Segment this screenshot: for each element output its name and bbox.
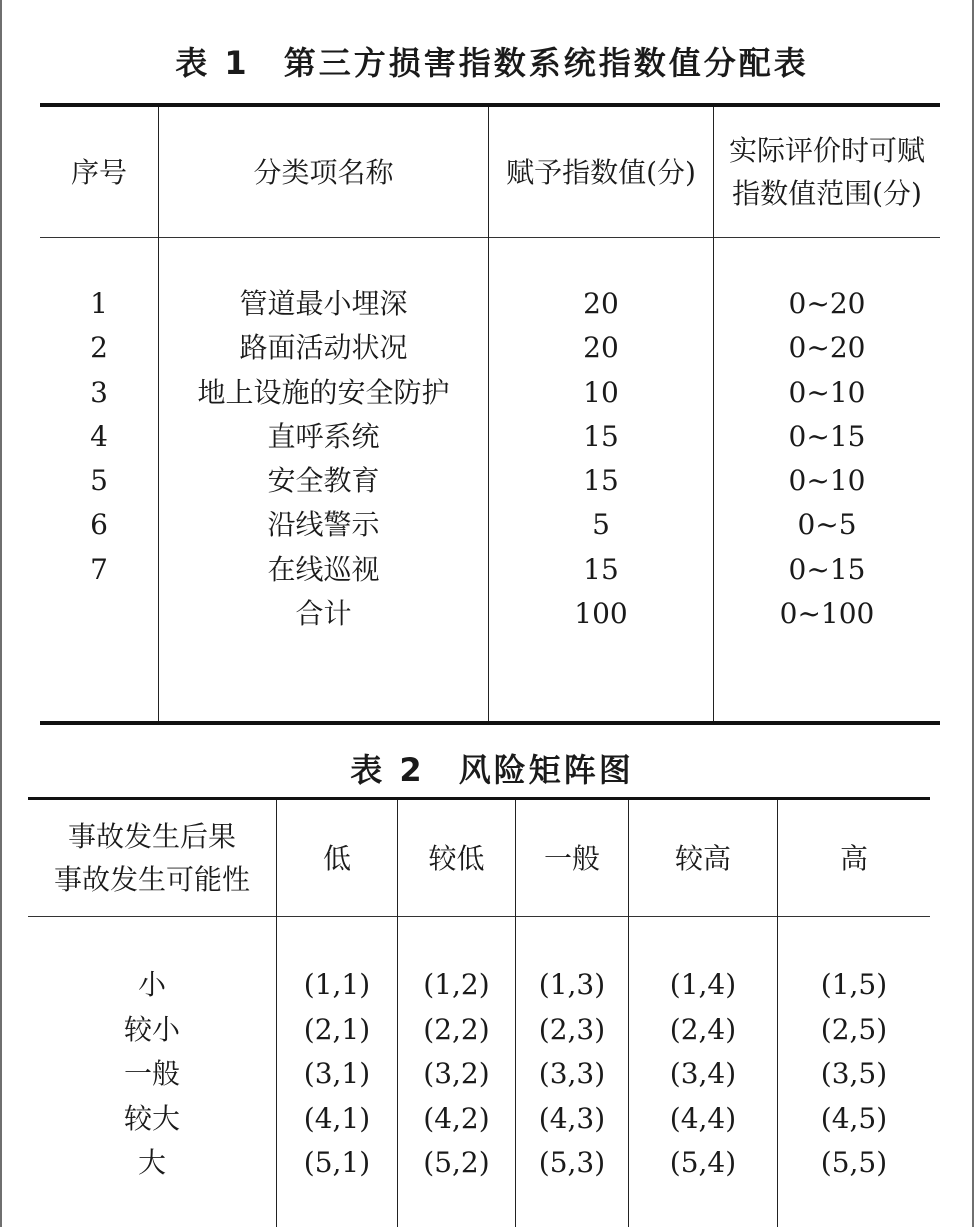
table1-cell-name: 管道最小埋深: [239, 287, 408, 320]
table2-row-label: 较小: [123, 1012, 180, 1046]
table1-cell-assigned: 15: [583, 552, 619, 586]
table1-cell-name: 地上设施的安全防护: [197, 375, 450, 409]
table1-header-rule: [40, 237, 940, 238]
table1-cell-name: 安全教育: [267, 464, 380, 498]
table1-total-label: 合计: [295, 597, 352, 631]
table1-cell-index: 3: [90, 375, 108, 409]
table1-header-range: [714, 107, 940, 237]
table1-bottom-rule: [40, 721, 940, 725]
table1-cell-range: 0~10: [788, 464, 866, 498]
table1-header-assigned: 赋予指数值(分): [506, 155, 696, 189]
table2-header-rule: [28, 916, 930, 917]
table1-cell-name: 路面活动状况: [239, 331, 408, 365]
table1-header-range-line2: 指数值范围(分): [732, 177, 922, 210]
table2-cell: (2,1): [303, 1012, 371, 1046]
table2-cell: (1,1): [303, 968, 371, 1001]
table1-cell-assigned: 15: [583, 419, 619, 453]
table2-row-label: 较大: [123, 1101, 180, 1135]
table1-title-text: 第三方损害指数系统指数值分配表: [283, 44, 809, 82]
table1-header-index: 序号: [70, 155, 127, 189]
table1-cell-index: 2: [90, 331, 108, 365]
table1-total-assigned: 100: [574, 597, 628, 631]
table1-header-range-line1: 实际评价时可赋: [728, 134, 925, 167]
table2-col-header: 高: [839, 841, 868, 875]
table1-cell-name: 沿线警示: [267, 508, 380, 542]
table1-cell-index: 4: [90, 419, 108, 453]
table2-column: [516, 963, 628, 1186]
table1-cell-assigned: 20: [583, 287, 619, 320]
table2-cell: (4,5): [820, 1101, 888, 1135]
table2-cell: (3,2): [423, 1057, 490, 1090]
table2-cell: (4,1): [303, 1101, 371, 1135]
table1-cell-assigned: 10: [583, 375, 619, 409]
table2-corner-consequence: 事故发生后果: [67, 820, 236, 853]
table2-cell: (3,5): [820, 1057, 888, 1090]
table1-column-range: [714, 282, 940, 636]
table2-col-header: 较高: [674, 841, 731, 875]
table2-cell: (1,4): [669, 968, 737, 1001]
table2-corner-header: [28, 800, 276, 916]
table2-title-text: 风险矩阵图: [458, 751, 634, 789]
table2-cell: (5,2): [423, 1146, 490, 1179]
table1-cell-assigned: 20: [583, 331, 619, 365]
table1-header-name: 分类项名称: [253, 155, 394, 189]
table2-number: 表 2: [350, 751, 425, 789]
table2-cell: (1,3): [538, 968, 606, 1001]
table2-col-header: 较低: [428, 841, 485, 875]
table1-cell-index: 7: [90, 552, 108, 586]
table2-cell: (4,3): [538, 1101, 606, 1135]
table1-cell-range: 0~15: [788, 419, 866, 453]
table2-cell: (2,4): [669, 1012, 737, 1046]
table1-cell-assigned: 5: [592, 508, 610, 542]
table2-cell: (1,5): [820, 968, 888, 1001]
table2-cell: (2,2): [423, 1012, 490, 1046]
table2-column: [778, 963, 930, 1186]
table2-cell: (3,4): [669, 1057, 737, 1090]
table1-cell-index: 5: [90, 464, 108, 498]
table1-total-range: 0~100: [779, 597, 875, 631]
table2-cell: (4,2): [423, 1101, 490, 1135]
table2-column-likelihood: [28, 963, 276, 1186]
table2-column: [398, 963, 515, 1186]
table1-cell-index: 6: [90, 508, 108, 542]
table2-cell: (5,3): [538, 1146, 606, 1179]
table2-row-label: 小: [137, 968, 166, 1001]
table2-corner-likelihood: 事故发生可能性: [53, 863, 250, 896]
table1-cell-range: 0~15: [788, 552, 866, 586]
table2-col-header: 一般: [543, 841, 600, 875]
table2-cell: (3,3): [538, 1057, 606, 1090]
table1-column-name: [159, 282, 488, 636]
table2-cell: (5,1): [303, 1146, 371, 1179]
table1-cell-index-blank: [40, 592, 158, 636]
table2-cell: (3,1): [303, 1057, 371, 1090]
table1-cell-range: 0~10: [788, 375, 866, 409]
table2-col-header: 低: [322, 841, 351, 875]
table2-column: [629, 963, 777, 1186]
table2-cell: (1,2): [423, 968, 490, 1001]
page-border-left: [0, 0, 2, 1227]
table1-column-index: [40, 282, 158, 636]
table2-cell: (5,5): [820, 1146, 888, 1179]
table1-title: [0, 38, 974, 84]
table2-cell: (2,5): [820, 1012, 888, 1046]
table2-cell: (2,3): [538, 1012, 606, 1046]
table1-cell-range: 0~20: [788, 331, 866, 365]
table1-number: 表 1: [175, 44, 250, 82]
table1-column-assigned: [489, 282, 713, 636]
table2-row-label: 大: [137, 1146, 166, 1179]
table1-cell-range: 0~5: [797, 508, 857, 542]
table2-cell: (5,4): [669, 1146, 737, 1179]
table2-cell: (4,4): [669, 1101, 737, 1135]
table1-cell-name: 直呼系统: [267, 419, 380, 453]
table2-column: [277, 963, 397, 1186]
table1-cell-index: 1: [90, 287, 108, 320]
table1-cell-range: 0~20: [788, 287, 866, 320]
table2-row-label: 一般: [123, 1057, 180, 1090]
table1-cell-assigned: 15: [583, 464, 619, 498]
table2-title: [0, 745, 974, 791]
table1-cell-name: 在线巡视: [267, 552, 380, 586]
